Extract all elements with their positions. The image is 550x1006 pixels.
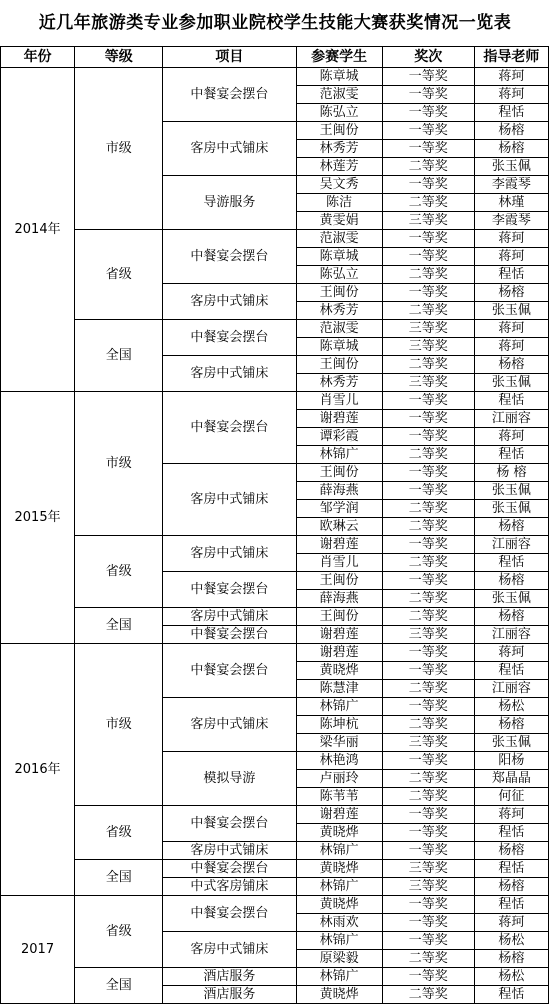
student-cell: 陈坤杭 bbox=[296, 716, 382, 734]
student-cell: 邹学润 bbox=[296, 500, 382, 518]
student-cell: 薛海燕 bbox=[296, 482, 382, 500]
project-cell: 中餐宴会摆台 bbox=[163, 230, 296, 284]
award-cell: 三等奖 bbox=[382, 320, 474, 338]
teacher-cell: 蒋珂 bbox=[474, 320, 548, 338]
teacher-cell: 江丽容 bbox=[474, 410, 548, 428]
level-cell: 市级 bbox=[75, 68, 163, 230]
teacher-cell: 张玉佩 bbox=[474, 158, 548, 176]
header-level: 等级 bbox=[75, 47, 163, 68]
student-cell: 陈章城 bbox=[296, 68, 382, 86]
teacher-cell: 蒋珂 bbox=[474, 248, 548, 266]
award-cell: 二等奖 bbox=[382, 950, 474, 968]
student-cell: 谢碧莲 bbox=[296, 410, 382, 428]
award-cell: 一等奖 bbox=[382, 806, 474, 824]
header-teacher: 指导老师 bbox=[474, 47, 548, 68]
award-cell: 二等奖 bbox=[382, 446, 474, 464]
level-cell: 全国 bbox=[75, 968, 163, 1004]
award-cell: 二等奖 bbox=[382, 554, 474, 572]
teacher-cell: 杨榕 bbox=[474, 122, 548, 140]
project-cell: 中餐宴会摆台 bbox=[163, 68, 296, 122]
teacher-cell: 蒋珂 bbox=[474, 338, 548, 356]
teacher-cell: 程恬 bbox=[474, 554, 548, 572]
level-cell: 省级 bbox=[75, 230, 163, 320]
project-cell: 客房中式铺床 bbox=[163, 932, 296, 968]
student-cell: 范淑雯 bbox=[296, 86, 382, 104]
table-row bbox=[1, 536, 549, 554]
student-cell: 王闽份 bbox=[296, 284, 382, 302]
award-cell: 一等奖 bbox=[382, 122, 474, 140]
teacher-cell: 程恬 bbox=[474, 860, 548, 878]
teacher-cell: 蒋珂 bbox=[474, 644, 548, 662]
teacher-cell: 何征 bbox=[474, 788, 548, 806]
student-cell: 林锦广 bbox=[296, 968, 382, 986]
student-cell: 黄晓烨 bbox=[296, 824, 382, 842]
teacher-cell: 张玉佩 bbox=[474, 302, 548, 320]
award-cell: 一等奖 bbox=[382, 698, 474, 716]
teacher-cell: 杨榕 bbox=[474, 878, 548, 896]
student-cell: 林锦广 bbox=[296, 698, 382, 716]
student-cell: 黄晓烨 bbox=[296, 662, 382, 680]
award-cell: 一等奖 bbox=[382, 140, 474, 158]
teacher-cell: 江丽容 bbox=[474, 626, 548, 644]
student-cell: 林锦广 bbox=[296, 932, 382, 950]
project-cell: 客房中式铺床 bbox=[163, 608, 296, 626]
student-cell: 肖雪儿 bbox=[296, 392, 382, 410]
award-cell: 一等奖 bbox=[382, 230, 474, 248]
level-cell: 全国 bbox=[75, 608, 163, 644]
table-row bbox=[1, 860, 549, 878]
teacher-cell: 杨松 bbox=[474, 932, 548, 950]
teacher-cell: 阳杨 bbox=[474, 752, 548, 770]
level-cell: 省级 bbox=[75, 806, 163, 860]
award-cell: 二等奖 bbox=[382, 770, 474, 788]
teacher-cell: 杨榕 bbox=[474, 950, 548, 968]
year-cell: 2015年 bbox=[1, 392, 75, 644]
award-cell: 一等奖 bbox=[382, 968, 474, 986]
project-cell: 中餐宴会摆台 bbox=[163, 626, 296, 644]
project-cell: 中餐宴会摆台 bbox=[163, 860, 296, 878]
project-cell: 客房中式铺床 bbox=[163, 122, 296, 176]
student-cell: 谭彩霞 bbox=[296, 428, 382, 446]
student-cell: 陈弘立 bbox=[296, 266, 382, 284]
teacher-cell: 李霞琴 bbox=[474, 212, 548, 230]
table-row bbox=[1, 806, 549, 824]
project-cell: 酒店服务 bbox=[163, 986, 296, 1004]
award-cell: 三等奖 bbox=[382, 734, 474, 752]
student-cell: 黄晓烨 bbox=[296, 986, 382, 1004]
project-cell: 中餐宴会摆台 bbox=[163, 896, 296, 932]
table-row bbox=[1, 320, 549, 338]
student-cell: 薛海燕 bbox=[296, 590, 382, 608]
student-cell: 谢碧莲 bbox=[296, 626, 382, 644]
teacher-cell: 蒋珂 bbox=[474, 914, 548, 932]
award-cell: 一等奖 bbox=[382, 428, 474, 446]
teacher-cell: 杨榕 bbox=[474, 356, 548, 374]
award-cell: 二等奖 bbox=[382, 590, 474, 608]
student-cell: 陈章城 bbox=[296, 248, 382, 266]
level-cell: 全国 bbox=[75, 320, 163, 392]
award-cell: 二等奖 bbox=[382, 266, 474, 284]
award-cell: 一等奖 bbox=[382, 896, 474, 914]
award-cell: 二等奖 bbox=[382, 608, 474, 626]
table-row bbox=[1, 608, 549, 626]
student-cell: 谢碧莲 bbox=[296, 806, 382, 824]
student-cell: 王闽份 bbox=[296, 464, 382, 482]
student-cell: 陈洁 bbox=[296, 194, 382, 212]
teacher-cell: 程恬 bbox=[474, 662, 548, 680]
header-row bbox=[1, 47, 549, 68]
student-cell: 原梁毅 bbox=[296, 950, 382, 968]
student-cell: 林锦广 bbox=[296, 446, 382, 464]
teacher-cell: 张玉佩 bbox=[474, 500, 548, 518]
table-row bbox=[1, 896, 549, 914]
teacher-cell: 杨榕 bbox=[474, 842, 548, 860]
teacher-cell: 林瑾 bbox=[474, 194, 548, 212]
teacher-cell: 杨松 bbox=[474, 968, 548, 986]
level-cell: 市级 bbox=[75, 392, 163, 536]
award-cell: 一等奖 bbox=[382, 932, 474, 950]
student-cell: 林秀芳 bbox=[296, 374, 382, 392]
project-cell: 客房中式铺床 bbox=[163, 464, 296, 536]
student-cell: 范淑雯 bbox=[296, 230, 382, 248]
student-cell: 陈弘立 bbox=[296, 104, 382, 122]
table-row bbox=[1, 968, 549, 986]
teacher-cell: 江丽容 bbox=[474, 536, 548, 554]
table-row bbox=[1, 230, 549, 248]
teacher-cell: 程恬 bbox=[474, 896, 548, 914]
teacher-cell: 程恬 bbox=[474, 392, 548, 410]
award-cell: 一等奖 bbox=[382, 176, 474, 194]
teacher-cell: 蒋珂 bbox=[474, 86, 548, 104]
year-cell: 2016年 bbox=[1, 644, 75, 896]
student-cell: 黄晓烨 bbox=[296, 860, 382, 878]
award-cell: 一等奖 bbox=[382, 662, 474, 680]
award-cell: 二等奖 bbox=[382, 158, 474, 176]
student-cell: 王闽份 bbox=[296, 608, 382, 626]
student-cell: 陈章城 bbox=[296, 338, 382, 356]
teacher-cell: 杨榕 bbox=[474, 572, 548, 590]
award-cell: 一等奖 bbox=[382, 842, 474, 860]
award-cell: 一等奖 bbox=[382, 644, 474, 662]
project-cell: 导游服务 bbox=[163, 176, 296, 230]
award-cell: 一等奖 bbox=[382, 392, 474, 410]
award-cell: 二等奖 bbox=[382, 680, 474, 698]
project-cell: 中餐宴会摆台 bbox=[163, 320, 296, 356]
student-cell: 谢碧莲 bbox=[296, 644, 382, 662]
header-award: 奖次 bbox=[382, 47, 474, 68]
teacher-cell: 郑晶晶 bbox=[474, 770, 548, 788]
project-cell: 中餐宴会摆台 bbox=[163, 392, 296, 464]
award-cell: 一等奖 bbox=[382, 104, 474, 122]
project-cell: 中餐宴会摆台 bbox=[163, 644, 296, 698]
header-project: 项目 bbox=[163, 47, 296, 68]
student-cell: 林锦广 bbox=[296, 878, 382, 896]
project-cell: 中餐宴会摆台 bbox=[163, 572, 296, 608]
award-cell: 一等奖 bbox=[382, 68, 474, 86]
teacher-cell: 江丽容 bbox=[474, 680, 548, 698]
teacher-cell: 蒋珂 bbox=[474, 428, 548, 446]
project-cell: 酒店服务 bbox=[163, 968, 296, 986]
table-row bbox=[1, 68, 549, 86]
award-cell: 三等奖 bbox=[382, 338, 474, 356]
award-cell: 一等奖 bbox=[382, 482, 474, 500]
award-cell: 一等奖 bbox=[382, 86, 474, 104]
student-cell: 林锦广 bbox=[296, 842, 382, 860]
project-cell: 模拟导游 bbox=[163, 752, 296, 806]
teacher-cell: 杨榕 bbox=[474, 716, 548, 734]
teacher-cell: 杨榕 bbox=[474, 608, 548, 626]
level-cell: 市级 bbox=[75, 644, 163, 806]
award-cell: 一等奖 bbox=[382, 824, 474, 842]
award-cell: 二等奖 bbox=[382, 302, 474, 320]
teacher-cell: 张玉佩 bbox=[474, 590, 548, 608]
project-cell: 客房中式铺床 bbox=[163, 536, 296, 572]
teacher-cell: 张玉佩 bbox=[474, 734, 548, 752]
teacher-cell: 杨 榕 bbox=[474, 464, 548, 482]
award-cell: 一等奖 bbox=[382, 464, 474, 482]
award-cell: 一等奖 bbox=[382, 536, 474, 554]
student-cell: 黄雯娟 bbox=[296, 212, 382, 230]
student-cell: 陈苇苇 bbox=[296, 788, 382, 806]
award-cell: 二等奖 bbox=[382, 356, 474, 374]
award-cell: 二等奖 bbox=[382, 194, 474, 212]
student-cell: 王闽份 bbox=[296, 572, 382, 590]
student-cell: 陈慧津 bbox=[296, 680, 382, 698]
teacher-cell: 杨榕 bbox=[474, 518, 548, 536]
award-cell: 一等奖 bbox=[382, 752, 474, 770]
award-cell: 一等奖 bbox=[382, 410, 474, 428]
award-cell: 三等奖 bbox=[382, 374, 474, 392]
student-cell: 林秀芳 bbox=[296, 302, 382, 320]
award-cell: 三等奖 bbox=[382, 860, 474, 878]
award-cell: 三等奖 bbox=[382, 626, 474, 644]
teacher-cell: 蒋珂 bbox=[474, 68, 548, 86]
award-cell: 一等奖 bbox=[382, 914, 474, 932]
teacher-cell: 程恬 bbox=[474, 446, 548, 464]
level-cell: 全国 bbox=[75, 860, 163, 896]
table-body bbox=[1, 68, 549, 1004]
award-cell: 一等奖 bbox=[382, 248, 474, 266]
project-cell: 中式客房铺床 bbox=[163, 878, 296, 896]
table-row bbox=[1, 644, 549, 662]
teacher-cell: 杨榕 bbox=[474, 284, 548, 302]
student-cell: 王闽份 bbox=[296, 356, 382, 374]
award-cell: 一等奖 bbox=[382, 572, 474, 590]
teacher-cell: 蒋珂 bbox=[474, 230, 548, 248]
level-cell: 省级 bbox=[75, 536, 163, 608]
year-cell: 2017 bbox=[1, 896, 75, 1004]
teacher-cell: 李霞琴 bbox=[474, 176, 548, 194]
teacher-cell: 程恬 bbox=[474, 986, 548, 1004]
awards-table bbox=[0, 46, 549, 1004]
student-cell: 范淑雯 bbox=[296, 320, 382, 338]
student-cell: 卢丽玲 bbox=[296, 770, 382, 788]
teacher-cell: 程恬 bbox=[474, 266, 548, 284]
award-cell: 三等奖 bbox=[382, 878, 474, 896]
student-cell: 欧琳云 bbox=[296, 518, 382, 536]
award-cell: 三等奖 bbox=[382, 212, 474, 230]
student-cell: 林雨欢 bbox=[296, 914, 382, 932]
teacher-cell: 杨榕 bbox=[474, 140, 548, 158]
project-cell: 中餐宴会摆台 bbox=[163, 806, 296, 842]
table-row bbox=[1, 392, 549, 410]
award-cell: 一等奖 bbox=[382, 284, 474, 302]
student-cell: 王闽份 bbox=[296, 122, 382, 140]
award-cell: 二等奖 bbox=[382, 788, 474, 806]
teacher-cell: 张玉佩 bbox=[474, 482, 548, 500]
level-cell: 省级 bbox=[75, 896, 163, 968]
award-cell: 二等奖 bbox=[382, 986, 474, 1004]
project-cell: 客房中式铺床 bbox=[163, 284, 296, 320]
teacher-cell: 杨松 bbox=[474, 698, 548, 716]
student-cell: 黄晓烨 bbox=[296, 896, 382, 914]
award-cell: 二等奖 bbox=[382, 716, 474, 734]
table-title: 近几年旅游类专业参加职业院校学生技能大赛获奖情况一览表 bbox=[38, 13, 512, 33]
teacher-cell: 张玉佩 bbox=[474, 374, 548, 392]
project-cell: 客房中式铺床 bbox=[163, 842, 296, 860]
award-cell: 二等奖 bbox=[382, 500, 474, 518]
project-cell: 客房中式铺床 bbox=[163, 698, 296, 752]
project-cell: 客房中式铺床 bbox=[163, 356, 296, 392]
teacher-cell: 程恬 bbox=[474, 824, 548, 842]
student-cell: 林秀芳 bbox=[296, 140, 382, 158]
header-student: 参赛学生 bbox=[296, 47, 382, 68]
student-cell: 肖雪儿 bbox=[296, 554, 382, 572]
year-cell: 2014年 bbox=[1, 68, 75, 392]
student-cell: 林莲芳 bbox=[296, 158, 382, 176]
teacher-cell: 蒋珂 bbox=[474, 806, 548, 824]
award-cell: 二等奖 bbox=[382, 518, 474, 536]
student-cell: 林艳鸿 bbox=[296, 752, 382, 770]
student-cell: 吴文秀 bbox=[296, 176, 382, 194]
teacher-cell: 程恬 bbox=[474, 104, 548, 122]
student-cell: 梁华丽 bbox=[296, 734, 382, 752]
student-cell: 谢碧莲 bbox=[296, 536, 382, 554]
header-year: 年份 bbox=[1, 47, 75, 68]
